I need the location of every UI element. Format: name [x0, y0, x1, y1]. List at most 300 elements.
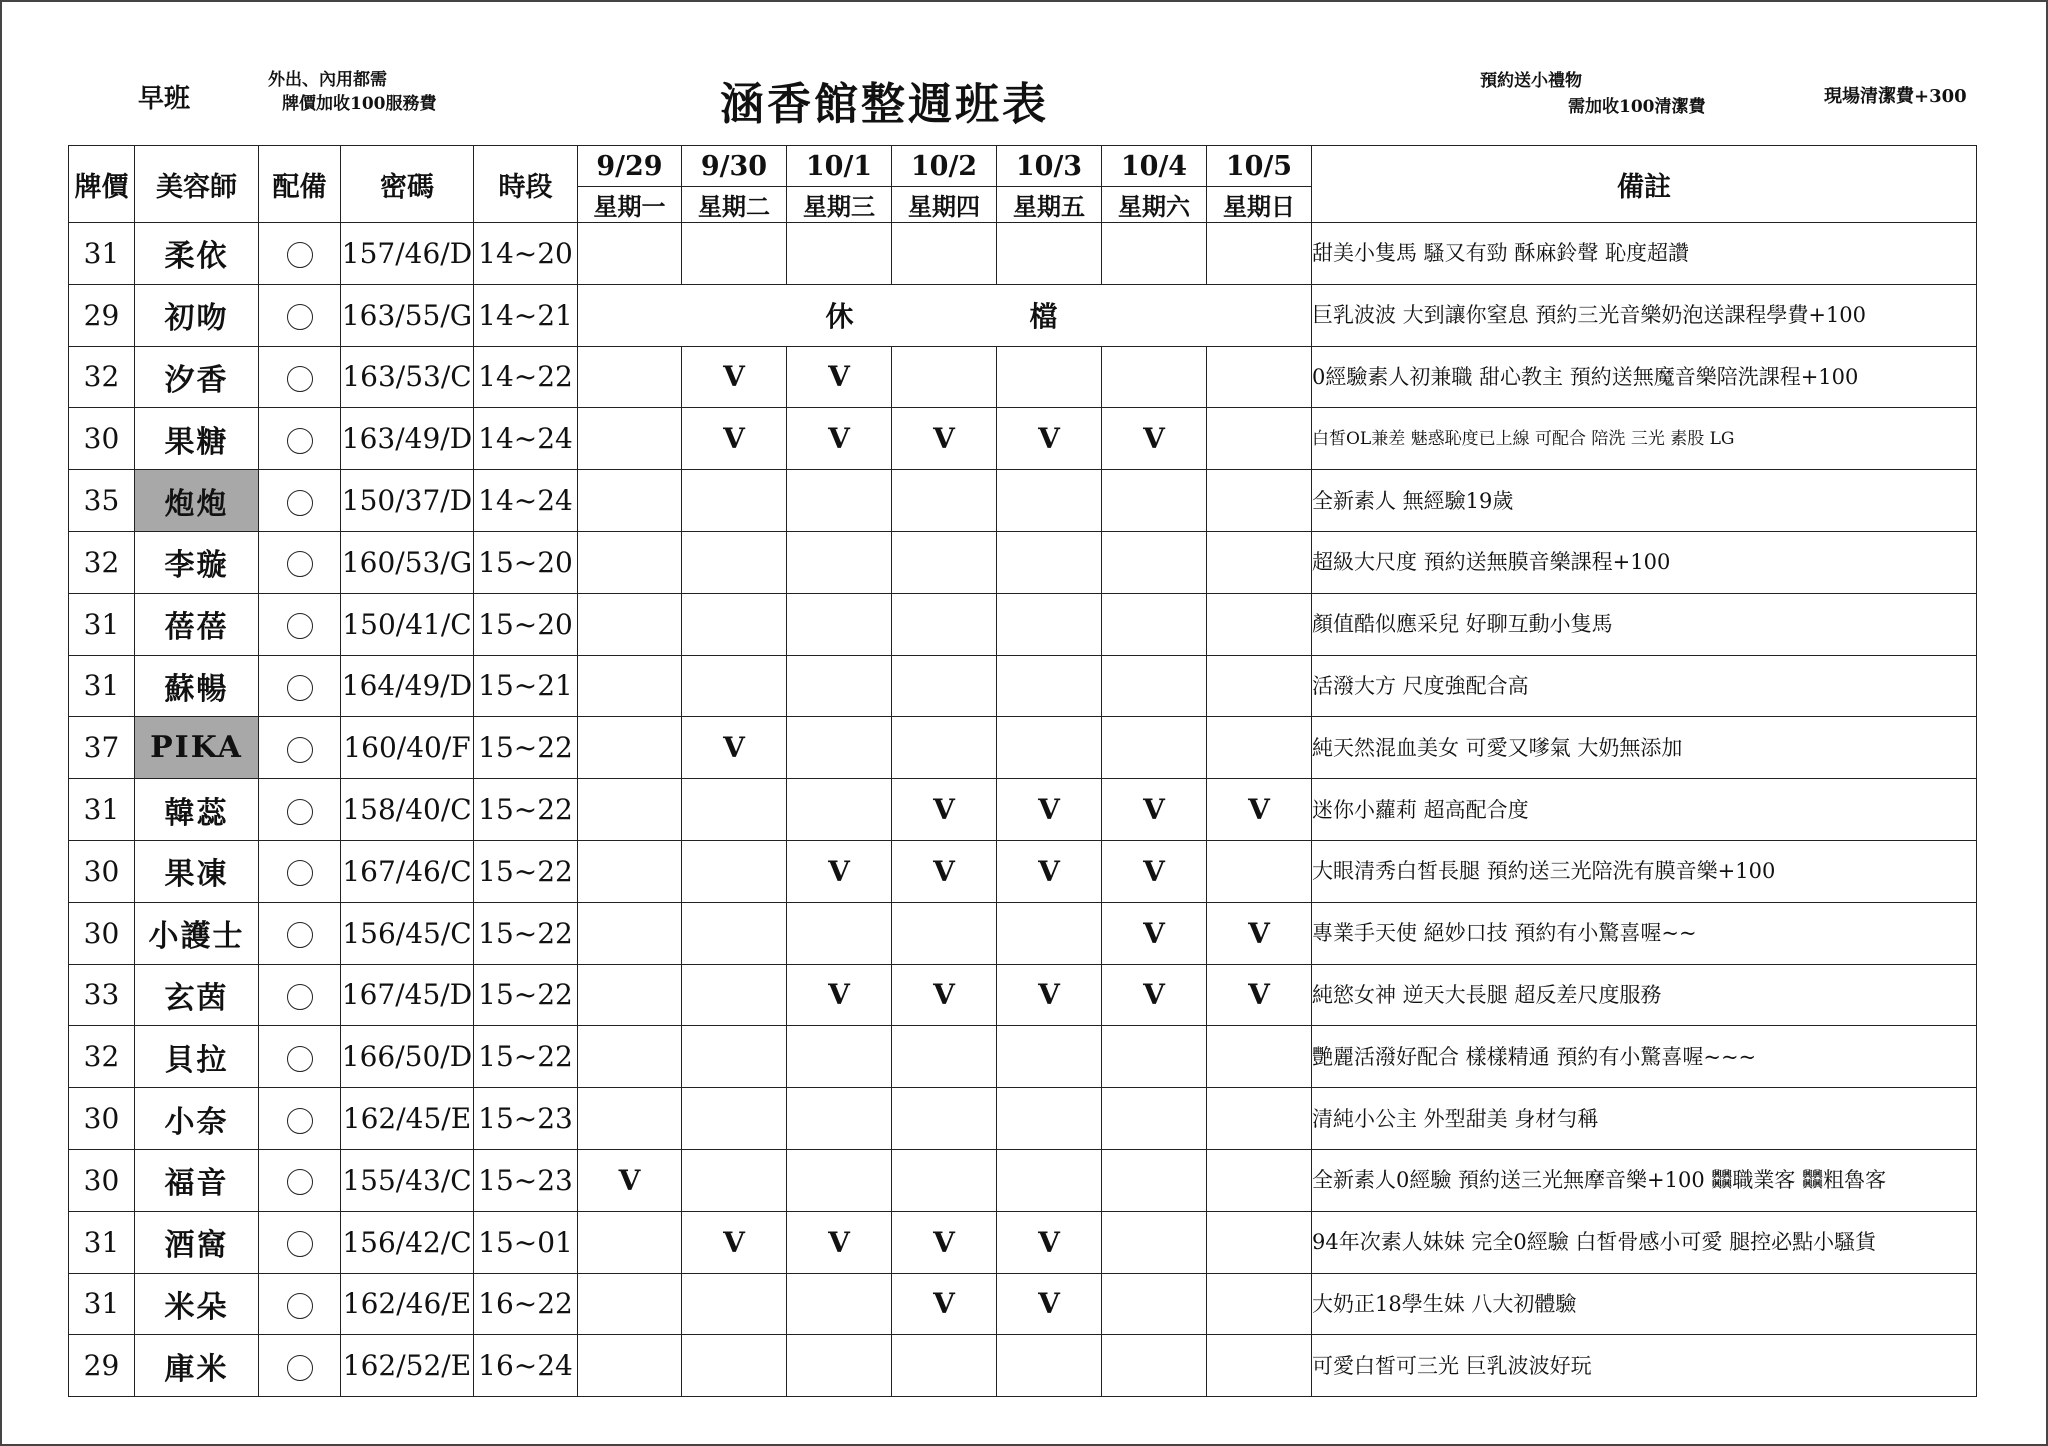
day-cell — [1102, 223, 1207, 285]
price-cell: 31 — [69, 779, 135, 841]
col-price: 牌價 — [69, 146, 135, 223]
circle-icon — [287, 366, 313, 392]
password-cell: 150/41/C — [341, 593, 474, 655]
beautician-name: 韓蕊 — [135, 779, 259, 841]
day-cell — [682, 1149, 787, 1211]
beautician-name: 李璇 — [135, 531, 259, 593]
remarks-cell: 可愛白皙可三光 巨乳波波好玩 — [1312, 1335, 1977, 1397]
day-cell — [1207, 470, 1312, 532]
day-cell — [578, 840, 682, 902]
col-password: 密碼 — [341, 146, 474, 223]
col-date: 10/3 — [997, 146, 1102, 187]
day-cell — [578, 593, 682, 655]
day-cell — [1207, 717, 1312, 779]
circle-icon — [287, 675, 313, 701]
day-cell — [787, 1026, 892, 1088]
service-fee-note — [268, 68, 437, 116]
day-cell — [578, 408, 682, 470]
check-mark: V — [997, 1211, 1102, 1273]
remarks-cell: 顏值酷似應采兒 好聊互動小隻馬 — [1312, 593, 1977, 655]
day-cell — [787, 655, 892, 717]
beautician-name: 蘇暢 — [135, 655, 259, 717]
day-cell — [892, 655, 997, 717]
circle-icon — [287, 799, 313, 825]
circle-icon — [287, 1046, 313, 1072]
beautician-name: 炮炮 — [135, 470, 259, 532]
time-slot-cell: 16~22 — [474, 1273, 578, 1335]
time-slot-cell: 15~20 — [474, 531, 578, 593]
check-mark: V — [682, 1211, 787, 1273]
day-cell — [787, 1088, 892, 1150]
day-cell — [578, 1273, 682, 1335]
price-cell: 32 — [69, 531, 135, 593]
time-slot-cell: 15~21 — [474, 655, 578, 717]
day-cell — [578, 223, 682, 285]
equipment-cell — [259, 840, 341, 902]
check-mark: V — [892, 1211, 997, 1273]
circle-icon — [287, 428, 313, 454]
remarks-cell: 迷你小蘿莉 超高配合度 — [1312, 779, 1977, 841]
password-cell: 158/40/C — [341, 779, 474, 841]
circle-icon — [287, 860, 313, 886]
col-beautician: 美容師 — [135, 146, 259, 223]
table-row — [69, 1088, 1977, 1150]
day-cell — [1102, 593, 1207, 655]
beautician-name: 小奈 — [135, 1088, 259, 1150]
beautician-name: 貝拉 — [135, 1026, 259, 1088]
circle-icon — [287, 1293, 313, 1319]
day-cell — [997, 593, 1102, 655]
check-mark: V — [1102, 902, 1207, 964]
remarks-cell: 活潑大方 尺度強配合高 — [1312, 655, 1977, 717]
price-cell: 30 — [69, 840, 135, 902]
password-cell: 163/49/D — [341, 408, 474, 470]
time-slot-cell: 14~21 — [474, 284, 578, 346]
col-weekday: 星期二 — [682, 187, 787, 223]
equipment-cell — [259, 284, 341, 346]
day-cell — [682, 779, 787, 841]
price-cell: 30 — [69, 408, 135, 470]
circle-icon — [287, 1355, 313, 1381]
col-weekday: 星期四 — [892, 187, 997, 223]
day-cell — [787, 717, 892, 779]
day-cell — [787, 779, 892, 841]
price-cell: 29 — [69, 284, 135, 346]
day-cell — [578, 346, 682, 408]
table-header — [69, 146, 1977, 223]
day-cell — [1102, 346, 1207, 408]
equipment-cell — [259, 779, 341, 841]
circle-icon — [287, 1169, 313, 1195]
beautician-name: 汐香 — [135, 346, 259, 408]
check-mark: V — [682, 408, 787, 470]
day-cell — [1207, 408, 1312, 470]
check-mark: V — [1207, 964, 1312, 1026]
day-cell — [997, 1026, 1102, 1088]
remarks-cell: 大眼清秀白皙長腿 預約送三光陪洗有膜音樂+100 — [1312, 840, 1977, 902]
table-row — [69, 1149, 1977, 1211]
day-cell — [787, 902, 892, 964]
check-mark: V — [787, 840, 892, 902]
day-cell — [787, 531, 892, 593]
price-cell: 35 — [69, 470, 135, 532]
equipment-cell — [259, 346, 341, 408]
equipment-cell — [259, 223, 341, 285]
beautician-name: 果糖 — [135, 408, 259, 470]
col-date: 10/1 — [787, 146, 892, 187]
day-cell — [997, 717, 1102, 779]
price-cell: 31 — [69, 655, 135, 717]
day-cell — [997, 223, 1102, 285]
day-cell — [892, 902, 997, 964]
beautician-name: 初吻 — [135, 284, 259, 346]
check-mark: V — [1207, 779, 1312, 841]
time-slot-cell: 15~22 — [474, 902, 578, 964]
check-mark: V — [997, 840, 1102, 902]
day-cell — [1102, 717, 1207, 779]
col-date: 10/5 — [1207, 146, 1312, 187]
check-mark: V — [1102, 779, 1207, 841]
circle-icon — [287, 1231, 313, 1257]
day-cell — [787, 593, 892, 655]
price-cell: 30 — [69, 1088, 135, 1150]
check-mark: V — [682, 717, 787, 779]
table-row — [69, 840, 1977, 902]
check-mark: V — [892, 779, 997, 841]
col-date: 10/2 — [892, 146, 997, 187]
equipment-cell — [259, 470, 341, 532]
time-slot-cell: 16~24 — [474, 1335, 578, 1397]
equipment-cell — [259, 593, 341, 655]
check-mark: V — [892, 408, 997, 470]
day-cell — [1207, 1026, 1312, 1088]
equipment-cell — [259, 531, 341, 593]
check-mark: V — [997, 964, 1102, 1026]
circle-icon — [287, 737, 313, 763]
password-cell: 163/53/C — [341, 346, 474, 408]
time-slot-cell: 15~23 — [474, 1149, 578, 1211]
day-cell — [682, 1026, 787, 1088]
day-cell — [787, 470, 892, 532]
day-cell — [578, 902, 682, 964]
check-mark: V — [892, 1273, 997, 1335]
day-cell — [682, 223, 787, 285]
circle-icon — [287, 490, 313, 516]
day-cell — [578, 655, 682, 717]
day-cell — [1207, 655, 1312, 717]
day-cell — [578, 1335, 682, 1397]
equipment-cell — [259, 408, 341, 470]
col-weekday: 星期日 — [1207, 187, 1312, 223]
price-cell: 32 — [69, 346, 135, 408]
remarks-cell: 純天然混血美女 可愛又嗲氣 大奶無添加 — [1312, 717, 1977, 779]
day-cell — [682, 1335, 787, 1397]
table-row — [69, 1273, 1977, 1335]
col-weekday: 星期六 — [1102, 187, 1207, 223]
check-mark: V — [787, 964, 892, 1026]
remarks-cell: 純慾女神 逆天大長腿 超反差尺度服務 — [1312, 964, 1977, 1026]
remarks-cell: 大奶正18學生妹 八大初體驗 — [1312, 1273, 1977, 1335]
check-mark: V — [787, 1211, 892, 1273]
check-mark: V — [1207, 902, 1312, 964]
remarks-cell: 清純小公主 外型甜美 身材勻稱 — [1312, 1088, 1977, 1150]
check-mark: V — [1102, 840, 1207, 902]
day-cell — [682, 964, 787, 1026]
password-cell: 155/43/C — [341, 1149, 474, 1211]
schedule-table — [68, 145, 1977, 1397]
password-cell: 160/53/G — [341, 531, 474, 593]
remarks-cell: 94年次素人妹妹 完全0經驗 白皙骨感小可愛 腿控必點小騷貨 — [1312, 1211, 1977, 1273]
day-cell — [892, 593, 997, 655]
check-mark: V — [1102, 964, 1207, 1026]
day-cell — [1102, 1149, 1207, 1211]
beautician-name: 果凍 — [135, 840, 259, 902]
day-cell — [682, 1088, 787, 1150]
time-slot-cell: 15~22 — [474, 1026, 578, 1088]
table-row — [69, 964, 1977, 1026]
beautician-name: 福音 — [135, 1149, 259, 1211]
day-cell — [892, 1335, 997, 1397]
day-cell — [1207, 840, 1312, 902]
table-row — [69, 346, 1977, 408]
check-mark: V — [1102, 408, 1207, 470]
remarks-cell: 超級大尺度 預約送無膜音樂課程+100 — [1312, 531, 1977, 593]
check-mark: V — [892, 964, 997, 1026]
beautician-name: 酒窩 — [135, 1211, 259, 1273]
day-cell — [997, 346, 1102, 408]
day-cell — [997, 470, 1102, 532]
day-cell — [997, 902, 1102, 964]
equipment-cell — [259, 717, 341, 779]
day-cell — [997, 655, 1102, 717]
cleaning-fee-note-line2: 需加收100清潔費 — [1568, 97, 1706, 117]
beautician-name: 小護士 — [135, 902, 259, 964]
table-row — [69, 284, 1977, 346]
time-slot-cell: 15~22 — [474, 840, 578, 902]
password-cell: 164/49/D — [341, 655, 474, 717]
day-cell — [1102, 1026, 1207, 1088]
remarks-cell: 專業手天使 絕妙口技 預約有小驚喜喔~~ — [1312, 902, 1977, 964]
price-cell: 33 — [69, 964, 135, 1026]
day-cell — [1207, 1149, 1312, 1211]
day-cell — [892, 223, 997, 285]
table-row — [69, 902, 1977, 964]
day-cell — [1207, 223, 1312, 285]
day-cell — [997, 1335, 1102, 1397]
password-cell: 150/37/D — [341, 470, 474, 532]
cleaning-fee-note — [1480, 68, 1706, 120]
check-mark: V — [787, 408, 892, 470]
day-cell — [1207, 346, 1312, 408]
beautician-name: 米朵 — [135, 1273, 259, 1335]
price-cell: 31 — [69, 1211, 135, 1273]
remarks-cell: 全新素人0經驗 預約送三光無摩音樂+100 𠔻職業客 𠔻粗魯客 — [1312, 1149, 1977, 1211]
equipment-cell — [259, 964, 341, 1026]
circle-icon — [287, 984, 313, 1010]
shift-label: 早班 — [138, 84, 191, 114]
day-off-label: 休 — [825, 300, 855, 334]
check-mark: V — [787, 346, 892, 408]
check-mark: V — [892, 840, 997, 902]
price-cell: 37 — [69, 717, 135, 779]
page-title: 涵香館整週班表 — [720, 79, 1049, 130]
equipment-cell — [259, 902, 341, 964]
time-slot-cell: 14~20 — [474, 223, 578, 285]
password-cell: 167/46/C — [341, 840, 474, 902]
day-cell — [1102, 655, 1207, 717]
day-cell — [682, 902, 787, 964]
day-cell — [1102, 470, 1207, 532]
service-fee-note-line2: 牌價加收100服務費 — [282, 94, 437, 114]
day-off-label: 檔 — [1029, 300, 1059, 334]
password-cell: 156/42/C — [341, 1211, 474, 1273]
day-cell — [892, 1026, 997, 1088]
day-off-cell — [578, 284, 1312, 346]
day-cell — [1207, 1088, 1312, 1150]
table-row — [69, 1026, 1977, 1088]
col-remarks: 備註 — [1312, 146, 1977, 223]
time-slot-cell: 15~01 — [474, 1211, 578, 1273]
day-cell — [578, 717, 682, 779]
equipment-cell — [259, 1026, 341, 1088]
table-row — [69, 470, 1977, 532]
password-cell: 162/46/E — [341, 1273, 474, 1335]
day-cell — [997, 531, 1102, 593]
table-row — [69, 408, 1977, 470]
day-cell — [997, 1149, 1102, 1211]
remarks-cell: 艷麗活潑好配合 樣樣精通 預約有小驚喜喔~~~ — [1312, 1026, 1977, 1088]
password-cell: 157/46/D — [341, 223, 474, 285]
day-cell — [682, 655, 787, 717]
password-cell: 162/45/E — [341, 1088, 474, 1150]
table-row — [69, 223, 1977, 285]
table-row — [69, 531, 1977, 593]
equipment-cell — [259, 1335, 341, 1397]
password-cell: 160/40/F — [341, 717, 474, 779]
price-cell: 30 — [69, 902, 135, 964]
remarks-cell: 甜美小隻馬 騷又有勁 酥麻鈴聲 恥度超讚 — [1312, 223, 1977, 285]
time-slot-cell: 14~24 — [474, 470, 578, 532]
day-cell — [1102, 531, 1207, 593]
beautician-name: 蓓蓓 — [135, 593, 259, 655]
circle-icon — [287, 304, 313, 330]
circle-icon — [287, 613, 313, 639]
day-cell — [1207, 593, 1312, 655]
day-cell — [682, 470, 787, 532]
password-cell: 163/55/G — [341, 284, 474, 346]
day-cell — [578, 470, 682, 532]
circle-icon — [287, 551, 313, 577]
price-cell: 32 — [69, 1026, 135, 1088]
price-cell: 31 — [69, 1273, 135, 1335]
col-date: 9/29 — [578, 146, 682, 187]
price-cell: 31 — [69, 593, 135, 655]
password-cell: 167/45/D — [341, 964, 474, 1026]
day-cell — [682, 531, 787, 593]
day-cell — [682, 593, 787, 655]
day-cell — [997, 1088, 1102, 1150]
day-cell — [1102, 1088, 1207, 1150]
remarks-cell: 巨乳波波 大到讓你窒息 預約三光音樂奶泡送課程學費+100 — [1312, 284, 1977, 346]
beautician-name: 玄茵 — [135, 964, 259, 1026]
col-weekday: 星期一 — [578, 187, 682, 223]
circle-icon — [287, 922, 313, 948]
day-cell — [892, 1088, 997, 1150]
time-slot-cell: 14~22 — [474, 346, 578, 408]
check-mark: V — [997, 779, 1102, 841]
day-cell — [1207, 1211, 1312, 1273]
remarks-cell: 全新素人 無經驗19歲 — [1312, 470, 1977, 532]
time-slot-cell: 15~22 — [474, 779, 578, 841]
day-cell — [682, 840, 787, 902]
service-fee-note-line1: 外出、內用都需 — [268, 70, 387, 90]
day-cell — [892, 717, 997, 779]
time-slot-cell: 15~20 — [474, 593, 578, 655]
table-row — [69, 1335, 1977, 1397]
day-cell — [787, 223, 892, 285]
price-cell: 29 — [69, 1335, 135, 1397]
day-cell — [892, 346, 997, 408]
day-cell — [892, 1149, 997, 1211]
equipment-cell — [259, 1211, 341, 1273]
remarks-cell: 白皙OL兼差 魅惑恥度已上線 可配合 陪洗 三光 素股 LG — [1312, 408, 1977, 470]
check-mark: V — [578, 1149, 682, 1211]
day-cell — [578, 964, 682, 1026]
col-weekday: 星期三 — [787, 187, 892, 223]
col-date: 9/30 — [682, 146, 787, 187]
table-row — [69, 655, 1977, 717]
password-cell: 162/52/E — [341, 1335, 474, 1397]
check-mark: V — [997, 408, 1102, 470]
day-cell — [787, 1149, 892, 1211]
col-date: 10/4 — [1102, 146, 1207, 187]
day-cell — [682, 1273, 787, 1335]
table-row — [69, 1211, 1977, 1273]
time-slot-cell: 15~22 — [474, 717, 578, 779]
circle-icon — [287, 242, 313, 268]
time-slot-cell: 15~23 — [474, 1088, 578, 1150]
day-cell — [1102, 1273, 1207, 1335]
equipment-cell — [259, 655, 341, 717]
day-cell — [1207, 531, 1312, 593]
col-time-slot: 時段 — [474, 146, 578, 223]
password-cell: 156/45/C — [341, 902, 474, 964]
price-cell: 30 — [69, 1149, 135, 1211]
beautician-name: 柔依 — [135, 223, 259, 285]
time-slot-cell: 15~22 — [474, 964, 578, 1026]
table-row — [69, 717, 1977, 779]
price-cell: 31 — [69, 223, 135, 285]
equipment-cell — [259, 1273, 341, 1335]
day-cell — [578, 1088, 682, 1150]
table-row — [69, 593, 1977, 655]
day-cell — [787, 1273, 892, 1335]
day-cell — [578, 1211, 682, 1273]
day-cell — [1102, 1335, 1207, 1397]
day-cell — [578, 779, 682, 841]
col-weekday: 星期五 — [997, 187, 1102, 223]
day-cell — [787, 1335, 892, 1397]
day-cell — [892, 470, 997, 532]
table-body — [69, 223, 1977, 1397]
time-slot-cell: 14~24 — [474, 408, 578, 470]
equipment-cell — [259, 1088, 341, 1150]
day-cell — [1207, 1335, 1312, 1397]
cleaning-fee-note-line1: 預約送小禮物 — [1480, 71, 1582, 91]
check-mark: V — [682, 346, 787, 408]
beautician-name: PIKA — [135, 717, 259, 779]
day-cell — [892, 531, 997, 593]
